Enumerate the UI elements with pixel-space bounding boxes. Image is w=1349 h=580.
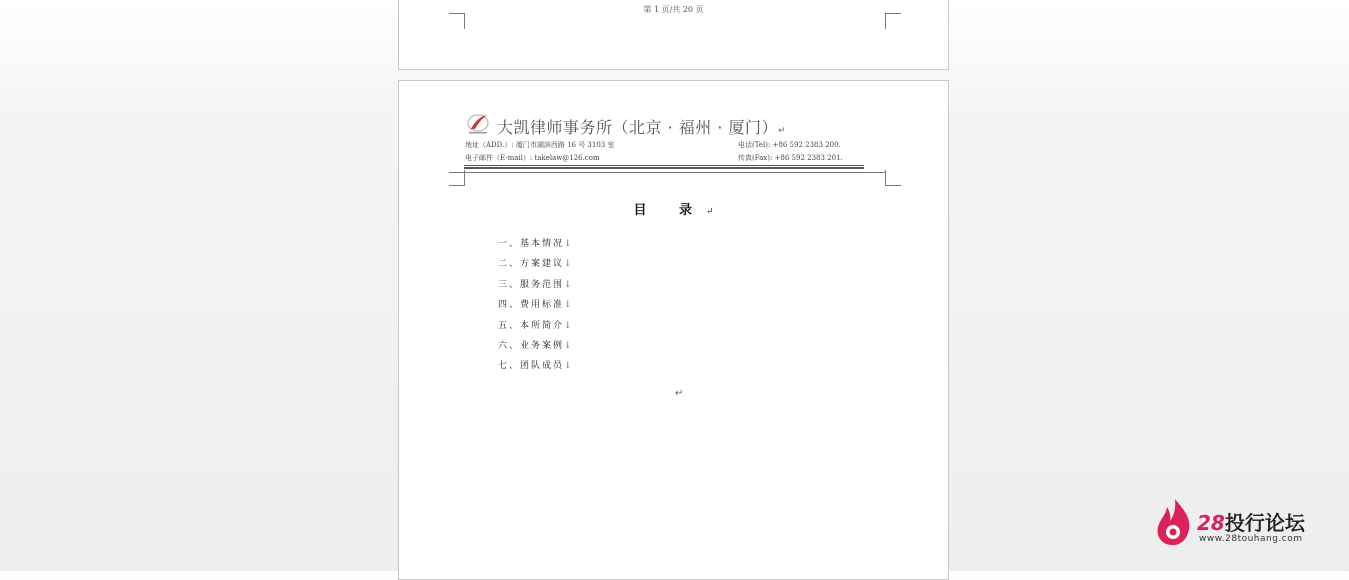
law-firm-logo-icon — [465, 111, 491, 137]
paragraph-mark: ↵ — [705, 207, 714, 217]
toc-item[interactable]: 三、服务范围↓ — [498, 279, 572, 290]
fax-text: 传真(Fax): +86 592 2383 201. — [738, 154, 843, 162]
address-text: 地址（ADD.）: 厦门市湖滨西路 16 号 3103 室 — [465, 141, 615, 149]
previous-page — [398, 0, 949, 70]
empty-paragraph-mark: ↵ — [675, 388, 684, 399]
toc-item[interactable]: 五、本所简介↓ — [498, 320, 572, 331]
email-text: 电子邮件（E-mail）: takelaw@126.com — [465, 154, 600, 162]
crop-mark-top-left — [449, 170, 465, 186]
toc-item[interactable]: 七、团队成员↓ — [498, 361, 572, 372]
toc-item[interactable]: 四、费用标准↓ — [498, 300, 572, 311]
toc-item[interactable]: 六、业务案例↓ — [498, 340, 572, 351]
header-rule-top — [464, 165, 864, 166]
forum-url: www.28touhang.com — [1199, 534, 1303, 544]
document-page[interactable] — [398, 80, 949, 580]
crop-mark-bottom-left — [449, 13, 465, 29]
toc-list — [498, 236, 572, 379]
paragraph-mark: ↵ — [778, 126, 786, 136]
forum-name: 28投行论坛 — [1197, 511, 1305, 535]
crop-mark-top-right — [885, 170, 901, 186]
header-rule-lower — [449, 172, 885, 173]
firm-name: 大凯律师事务所（北京 · 福州 · 厦门）↵ — [497, 118, 786, 137]
toc-item[interactable]: 一、基本情况↓ — [498, 239, 572, 249]
page-footer: 第 1 页/共 20 页 — [643, 5, 704, 14]
toc-item[interactable]: 二、方案建议↓ — [498, 259, 572, 270]
header-rule-thick — [464, 167, 864, 169]
toc-title: 目 录↵ — [633, 203, 714, 218]
crop-mark-bottom-right — [885, 13, 901, 29]
forum-watermark — [1155, 497, 1330, 549]
flame-logo-icon — [1155, 497, 1193, 547]
tel-text: 电话(Tel): +86 592 2383 200. — [738, 141, 841, 149]
